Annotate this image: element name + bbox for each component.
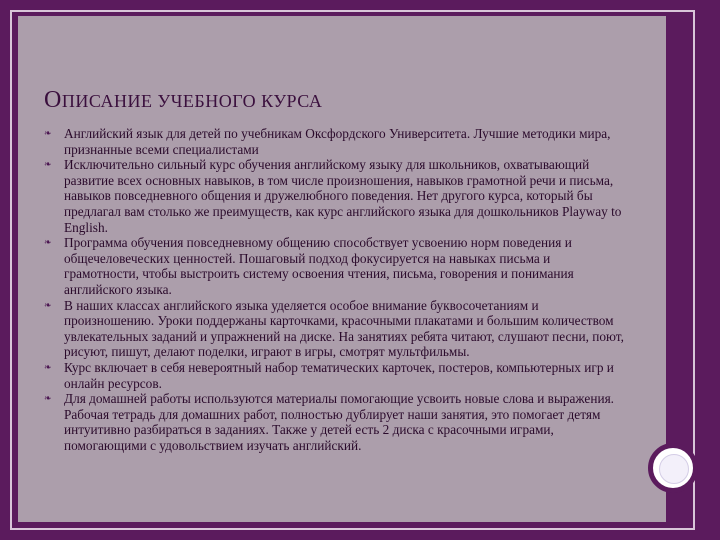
slide-title [44,78,322,115]
bullet-item [44,298,624,360]
bullet-item [44,126,624,157]
bullet-list [44,126,624,453]
bullet-item [44,157,624,235]
curly-bullet-icon: ❧ [44,393,52,404]
bullet-text: Английский язык для детей по учебникам Оксфордского Университета. Лучшие методики мира, признанные всеми специалистами [64,126,611,157]
bullet-text: Исключительно сильный курс обучения английскому языку для школьников, охватывающий развитие всех основных навыков, в том числе произношения, навыков грамотной речи и письма, навыков повседневного общения и дружелюбного поведения. Нет другого курса, который бы предлагал вам столько же преимуществ, как курс английского языка для дошкольников Playway to English. [64,157,622,235]
bullet-text: В наших классах английского языка уделяется особое внимание буквосочетаниям и произношению. Уроки поддержаны карточками, красочными плакатами и большим количеством увлекательных заданий и упражнений на диске. На занятиях ребята читают, слушают песни, поют, рисуют, пишут, делают поделки, играют в игры, смотрят мультфильмы. [64,297,624,360]
bullet-item [44,235,624,297]
curly-bullet-icon: ❧ [44,159,52,170]
decorative-circle [648,443,698,493]
title-rest: ПИСАНИЕ УЧЕБНОГО КУРСА [61,91,323,111]
bullet-item [44,360,624,391]
curly-bullet-icon: ❧ [44,237,52,248]
title-initial: О [44,87,62,113]
curly-bullet-icon: ❧ [44,299,52,310]
curly-bullet-icon: ❧ [44,361,52,372]
curly-bullet-icon: ❧ [44,128,52,138]
bullet-text: Курс включает в себя невероятный набор тематических карточек, постеров, компьютерных игр и онлайн ресурсов. [64,359,614,391]
bullet-item [44,391,624,453]
bullet-text: Для домашней работы используются материалы помогающие усвоить новые слова и выражения. Рабочая тетрадь для домашних работ, полностью дублирует наши занятия, это помогает детям интуитивно разбираться в заданиях. Также у детей есть 2 диска с красочными играми, помогающими с удовольствием изучать английский. [64,391,615,453]
decorative-circle-inner [659,454,689,484]
bullet-text: Программа обучения повседневному общению способствует усвоению норм поведения и общечеловеческих ценностей. Пошаговый подход фокусируется на навыках письма и грамотности, чтобы выстроить систему освоения чтения, письма, говорения и понимания английского языка. [64,235,574,297]
